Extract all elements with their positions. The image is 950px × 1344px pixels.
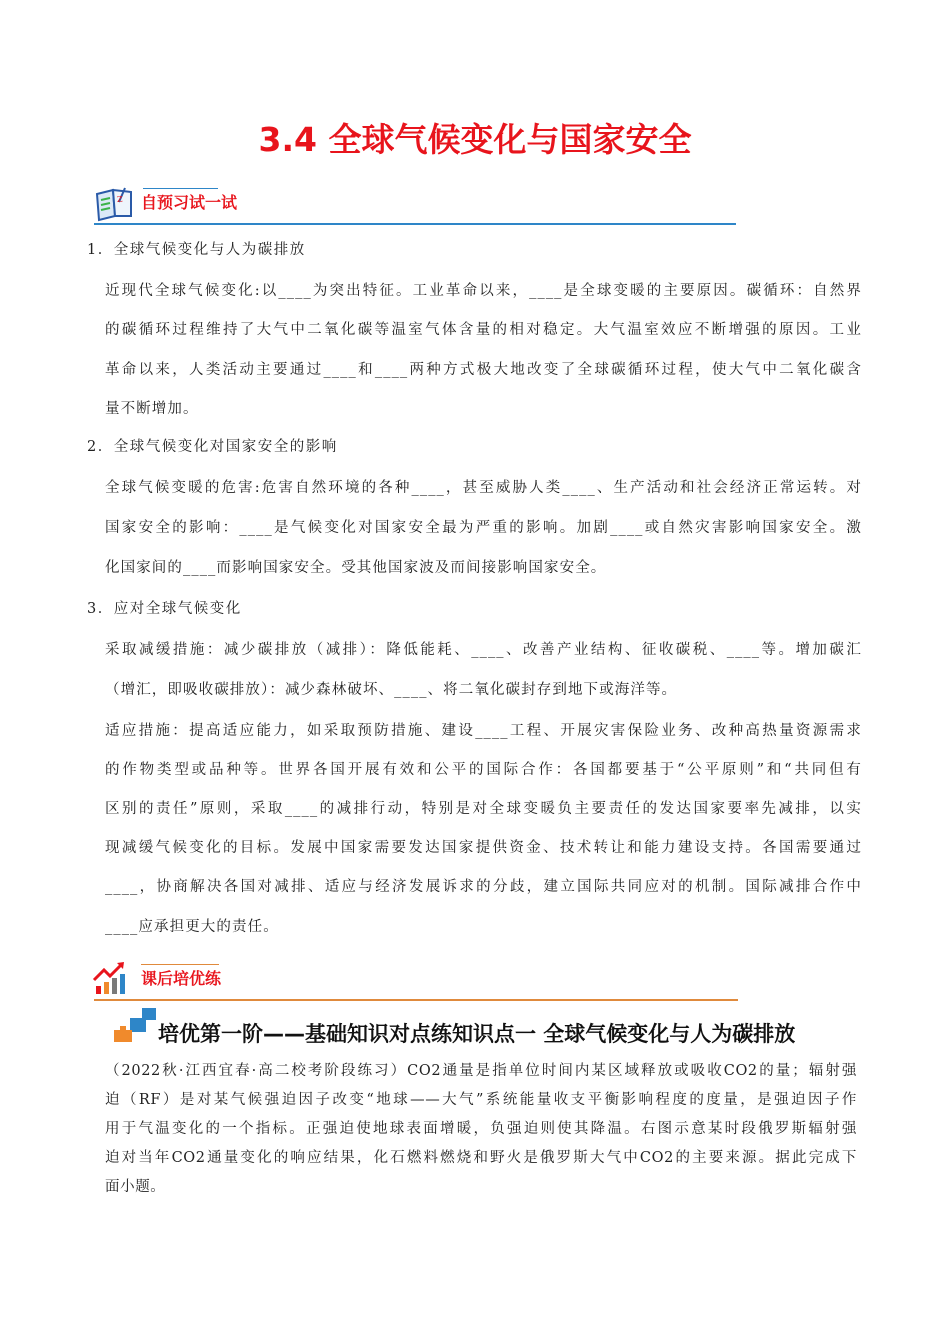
svg-text:Z: Z [117, 195, 123, 204]
text-line: 量不断增加。 [105, 401, 199, 417]
text-line: ____应承担更大的责任。 [105, 919, 279, 935]
text-line: 采取减缓措施：减少碳排放（减排）：降低能耗、____、改善产业结构、征收碳税、____等。增加碳汇 [105, 642, 862, 658]
question-line: 迫对当年CO2通量变化的响应结果，化石燃料燃烧和野火是俄罗斯大气中CO2的主要来源。据此完成下 [105, 1150, 857, 1166]
question-line: 面小题。 [105, 1179, 166, 1195]
section-top-rule [141, 964, 219, 965]
text-line: ____，协商解决各国对减排、适应与经济发展诉求的分歧，建立国际共同应对的机制。国际减排合作中 [105, 879, 862, 895]
text-line: 的碳循环过程维持了大气中二氧化碳等温室气体含量的相对稳定。大气温室效应不断增强的原因。工业 [105, 322, 862, 338]
text-line: 革命以来，人类活动主要通过____和____两种方式极大地改变了全球碳循环过程，使大气中二氧化碳含 [105, 362, 862, 378]
orange-divider [94, 999, 738, 1001]
text-line: 的作物类型或品种等。世界各国开展有效和公平的国际合作：各国都要基于“公平原则”和“共同但有 [105, 762, 862, 778]
text-line: 区别的责任”原则，采取____的减排行动，特别是对全球变暖负主要责任的发达国家要率先减排，以实 [105, 801, 862, 817]
page-title: 3.4 全球气候变化与国家安全 [258, 120, 692, 159]
text-line: 近现代全球气候变化:以____为突出特征。工业革命以来，____是全球变暖的主要原因。碳循环：自然界 [105, 283, 862, 299]
book-icon [95, 186, 135, 226]
practice-section-label: 课后培优练 [141, 969, 222, 988]
item-heading-3: 3．应对全球气候变化 [87, 601, 242, 617]
text-line: 现减缓气候变化的目标。发展中国家需要发达国家提供资金、技术转让和能力建设支持。各国需要通过 [105, 840, 862, 856]
question-line: （2022秋·江西宜春·高二校考阶段练习）CO2通量是指单位时间内某区域释放或吸收CO2的量；辐射强 [105, 1063, 857, 1079]
text-line: 全球气候变暖的危害:危害自然环境的各种____，甚至威胁人类____、生产活动和社会经济正常运转。对 [105, 480, 862, 496]
text-line: 国家安全的影响：____是气候变化对国家安全最为严重的影响。加剧____或自然灾害影响国家安全。激 [105, 520, 862, 536]
text-line: 化国家间的____而影响国家安全。受其他国家波及而间接影响国家安全。 [105, 560, 607, 576]
question-line: 用于气温变化的一个指标。正强迫使地球表面增暖，负强迫则使其降温。右图示意某时段俄罗斯辐射强 [105, 1121, 857, 1137]
exercise-title: 培优第一阶——基础知识对点练知识点一 全球气候变化与人为碳排放 [158, 1022, 796, 1046]
text-line: （增汇，即吸收碳排放）：减少森林破坏、____、将二氧化碳封存到地下或海洋等。 [105, 682, 678, 698]
item-heading-2: 2．全球气候变化对国家安全的影响 [87, 439, 338, 455]
question-line: 迫（RF）是对某气候强迫因子改变“地球——大气”系统能量收支平衡影响程度的度量，是强迫因子作 [105, 1092, 857, 1108]
section-top-rule [143, 188, 218, 189]
blue-divider [94, 223, 736, 225]
text-line: 适应措施：提高适应能力，如采取预防措施、建设____工程、开展灾害保险业务、改种高热量资源需求 [105, 723, 862, 739]
item-heading-1: 1．全球气候变化与人为碳排放 [87, 242, 306, 258]
growth-chart-icon [92, 960, 128, 1000]
steps-icon [112, 1008, 158, 1048]
preview-section-label: 自预习试一试 [141, 193, 238, 212]
